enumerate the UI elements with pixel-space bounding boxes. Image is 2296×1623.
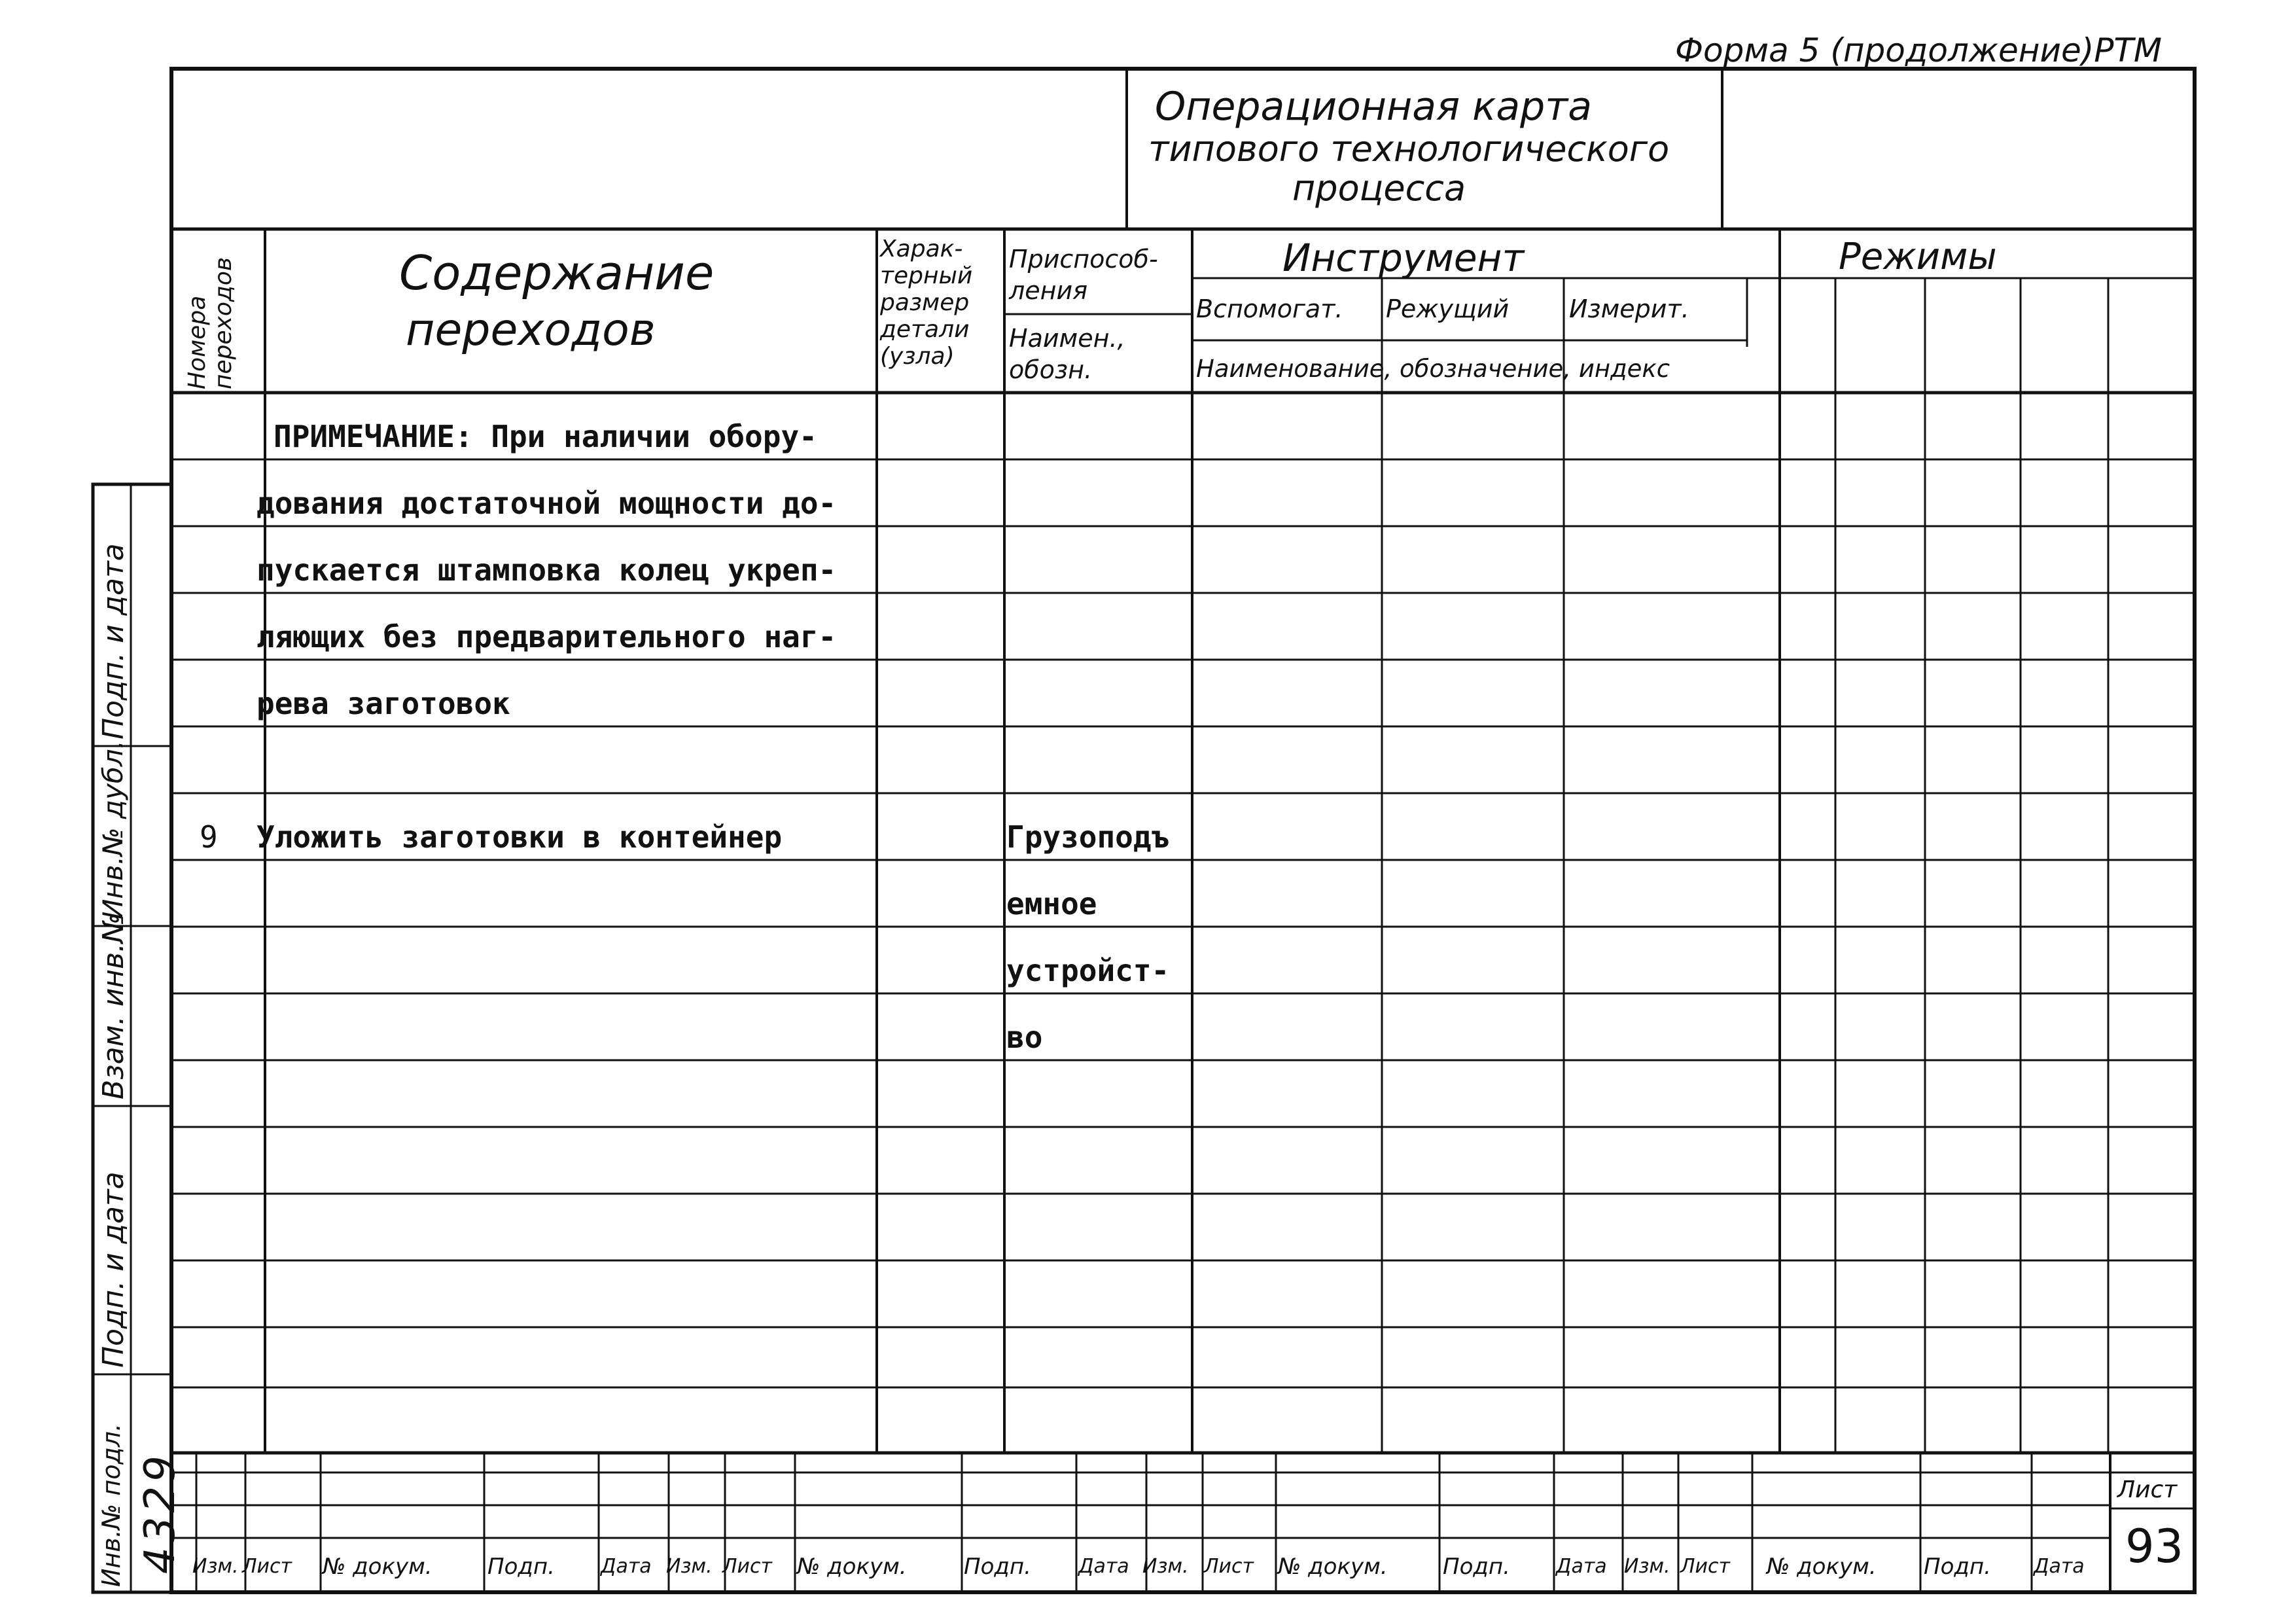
title-line-2: типового технологического	[1148, 128, 1670, 169]
footer-label: Дата	[601, 1555, 652, 1578]
footer-label: Изм.	[666, 1555, 713, 1578]
row-9-fixture: устройст-	[1006, 953, 1170, 988]
footer-label: Изм.	[1624, 1555, 1670, 1578]
col-tool-meas: Измерит.	[1569, 294, 1689, 323]
sheet-number: 93	[2125, 1520, 2184, 1573]
row-3-content: пускается штамповка колец укреп-	[256, 552, 837, 588]
footer-label: Изм.	[1142, 1555, 1189, 1578]
stamp-sign-date-1: Подп. и дата	[97, 1171, 130, 1368]
col-number-header: Номера переходов	[184, 257, 237, 389]
footer-label: Подп.	[487, 1554, 555, 1580]
footer-label: № докум.	[1767, 1554, 1877, 1580]
title-line-3: процесса	[1292, 168, 1466, 209]
footer-label: Лист	[722, 1555, 773, 1578]
col-fixture-sub-header: Наимен., обозн.	[1009, 324, 1125, 384]
footer-label: Лист	[1680, 1555, 1731, 1578]
row-7-fixture: Грузоподъ	[1006, 819, 1170, 855]
footer-label: Лист	[1204, 1555, 1254, 1578]
footer-label: № докум.	[797, 1554, 907, 1580]
col-tool-aux: Вспомогат.	[1196, 294, 1343, 323]
col-modes-header: Режимы	[1839, 236, 1997, 278]
row-1-content: ПРИМЕЧАНИЕ: При наличии обору-	[274, 419, 817, 454]
stamp-inv-original: Инв.№ подл.	[97, 1423, 126, 1587]
row-10-fixture: во	[1006, 1020, 1043, 1055]
col-size-header: Харак- терный размер детали (узла)	[880, 236, 973, 370]
title-line-1: Операционная карта	[1155, 84, 1592, 130]
footer-label: № докум.	[323, 1554, 433, 1580]
col-tool-name: Наименование, обозначение, индекс	[1196, 355, 1670, 383]
footer-label: № докум.	[1278, 1554, 1388, 1580]
footer-label: Подп.	[1924, 1554, 1991, 1580]
footer-label: Изм.	[192, 1555, 239, 1578]
sheet-label: Лист	[2117, 1476, 2178, 1503]
stamp-inv-duplicate: Инв.№ дубл.	[97, 740, 129, 919]
form-label: Форма 5 (продолжение)РТМ	[1675, 31, 2163, 69]
stamp-sign-date-2: Подп. и дата	[97, 543, 130, 740]
col-content-header-1: Содержание	[399, 245, 715, 300]
row-4-content: ляющих без предварительного наг-	[256, 619, 837, 654]
col-content-header-2: переходов	[406, 304, 656, 356]
row-7-content: Уложить заготовки в контейнер	[256, 819, 783, 855]
stamp-replaced-inv: Взам. инв.№	[97, 913, 130, 1099]
footer-label: Дата	[1078, 1555, 1129, 1578]
footer-label: Дата	[1556, 1555, 1607, 1578]
row-2-content: дования достаточной мощности до-	[256, 486, 837, 521]
footer-label: Подп.	[964, 1554, 1031, 1580]
footer-label: Лист	[242, 1555, 292, 1578]
row-5-content: рева заготовок	[256, 686, 510, 721]
col-fixture-header: Приспособ- ления	[1009, 245, 1158, 305]
col-tool-cut: Режущий	[1386, 294, 1510, 323]
footer-label: Дата	[2034, 1555, 2085, 1578]
row-7-number: 9	[200, 819, 218, 855]
row-8-fixture: емное	[1006, 886, 1097, 921]
footer-label: Подп.	[1443, 1554, 1510, 1580]
col-tool-header: Инструмент	[1282, 236, 1525, 280]
inventory-number: 4329	[136, 1452, 185, 1574]
